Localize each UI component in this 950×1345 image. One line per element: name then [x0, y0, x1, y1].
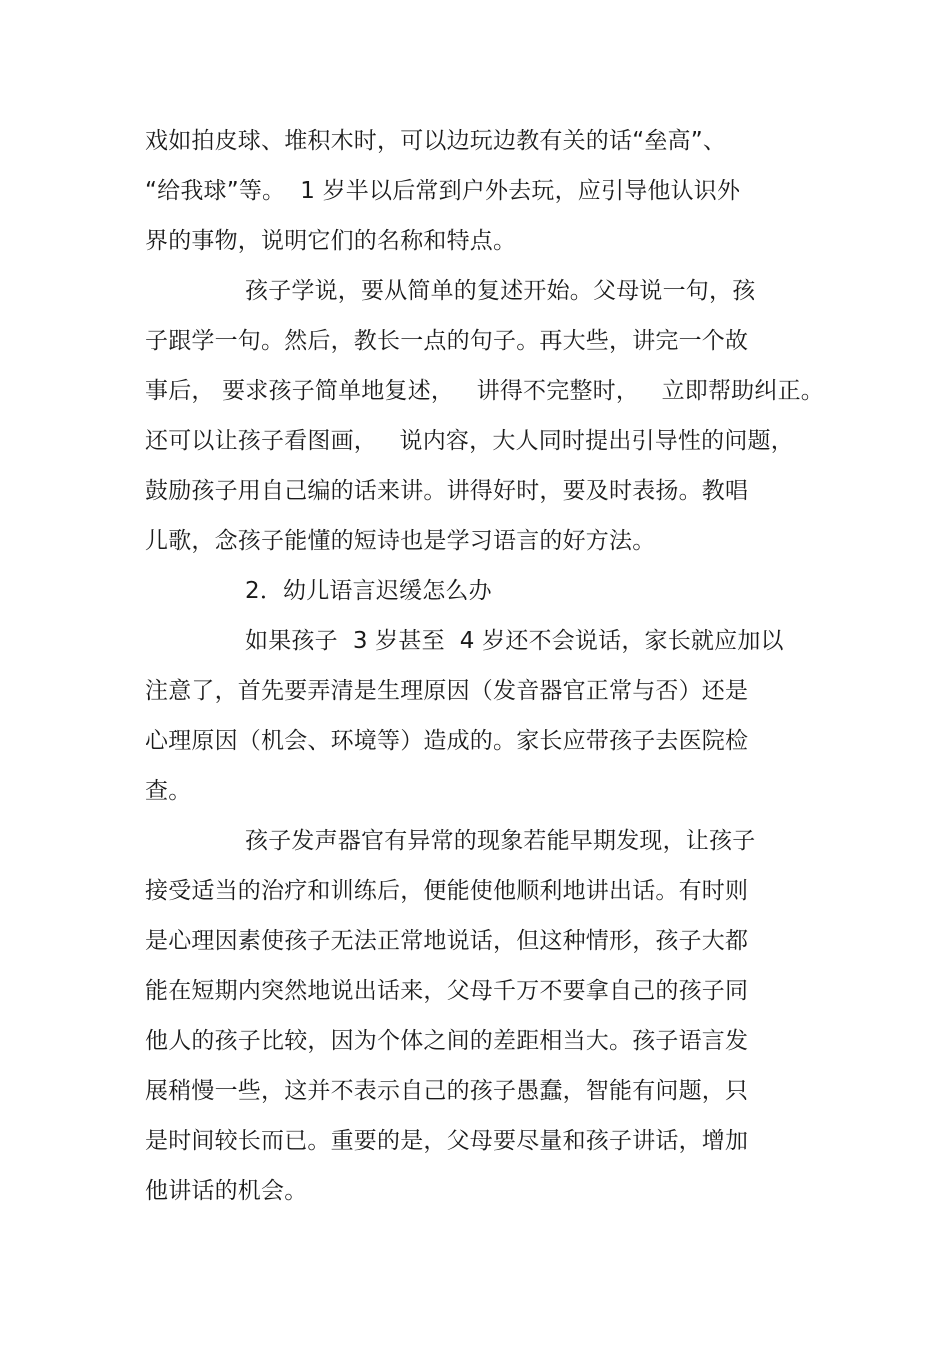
- text-line: 鼓励孩子用自己编的话来讲。讲得好时，要及时表扬。教唱: [145, 478, 749, 504]
- text-line: 是心理因素使孩子无法正常地说话，但这种情形，孩子大都: [145, 928, 749, 954]
- text-line: 儿歌，念孩子能懂的短诗也是学习语言的好方法。: [145, 528, 656, 554]
- text-line: 界的事物，说明它们的名称和特点。: [145, 228, 517, 254]
- text-line: 注意了，首先要弄清是生理原因（发音器官正常与否）还是: [145, 678, 749, 704]
- text-line: 他人的孩子比较，因为个体之间的差距相当大。孩子语言发: [145, 1028, 749, 1054]
- paragraph-start-line: 孩子发声器官有异常的现象若能早期发现，让孩子: [245, 828, 756, 854]
- text-line: 子跟学一句。然后，教长一点的句子。再大些，讲完一个故: [145, 328, 749, 354]
- text-line: “给我球”等。 1 岁半以后常到户外去玩，应引导他认识外: [145, 178, 741, 204]
- text-line: 能在短期内突然地说出话来，父母千万不要拿自己的孩子同: [145, 978, 749, 1004]
- text-line: 是时间较长而已。重要的是，父母要尽量和孩子讲话，增加: [145, 1128, 749, 1154]
- section-heading: 2．幼儿语言迟缓怎么办: [245, 578, 492, 604]
- paragraph-start-line: 孩子学说，要从简单的复述开始。父母说一句，孩: [245, 278, 756, 304]
- paragraph-start-line: 如果孩子 3 岁甚至 4 岁还不会说话，家长就应加以: [245, 628, 784, 654]
- text-line: 戏如拍皮球、堆积木时，可以边玩边教有关的话“垒高”、: [145, 128, 727, 154]
- text-line: 心理原因（机会、环境等）造成的。家长应带孩子去医院检: [145, 728, 749, 754]
- text-line: 还可以让孩子看图画， 说内容，大人同时提出引导性的问题，: [145, 428, 794, 454]
- text-line: 展稍慢一些，这并不表示自己的孩子愚蠢，智能有问题，只: [145, 1078, 749, 1104]
- text-line: 他讲话的机会。: [145, 1178, 308, 1204]
- text-line: 事后， 要求孩子简单地复述， 讲得不完整时， 立即帮助纠正。: [145, 378, 824, 404]
- text-line: 查。: [145, 778, 192, 804]
- text-line: 接受适当的治疗和训练后，便能使他顺利地讲出话。有时则: [145, 878, 749, 904]
